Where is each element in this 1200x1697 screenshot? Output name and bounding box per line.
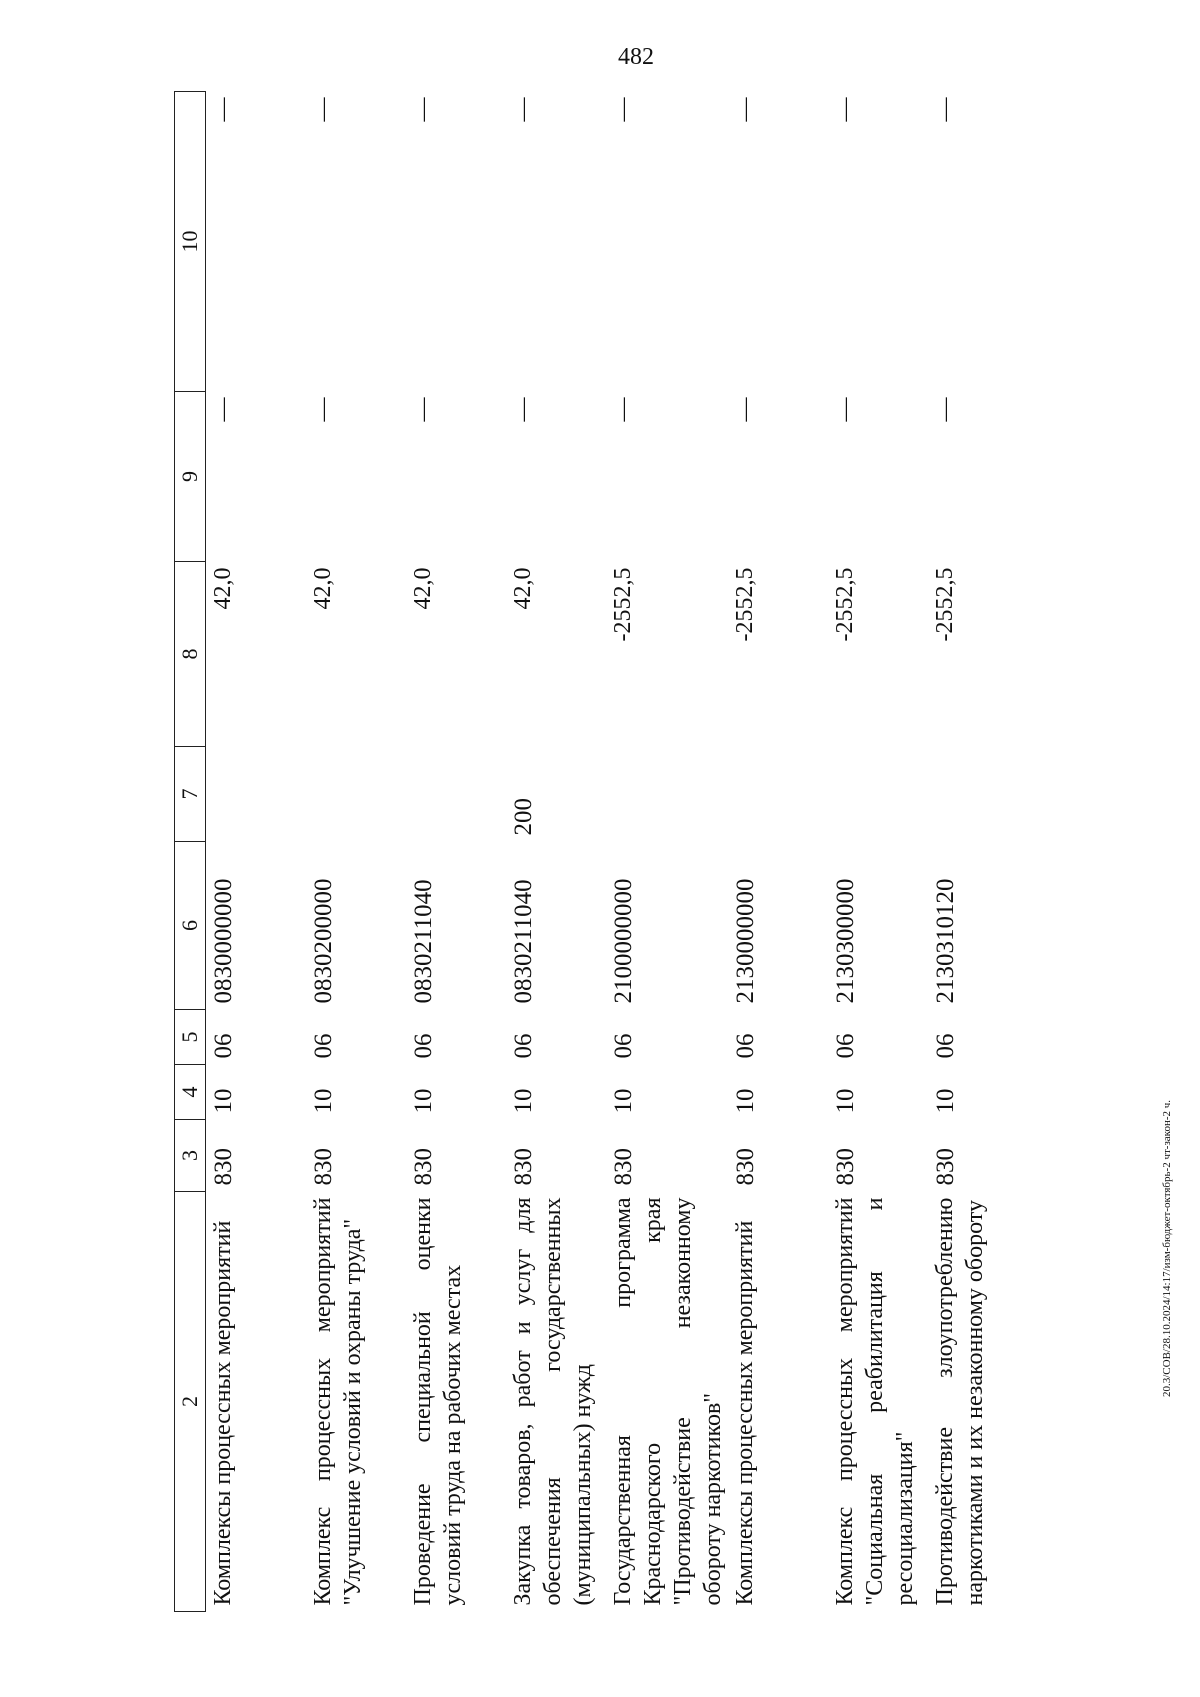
cell-c3: 830 — [932, 1148, 959, 1186]
cell-c3: 830 — [310, 1148, 337, 1186]
cell-c9: — — [610, 397, 636, 422]
cell-name: Закупка товаров, работ и услуг для обеспечения государственных (муниципальных) нужд — [510, 1197, 596, 1606]
table-row — [928, 92, 1028, 1612]
cell-c8: -2552,5 — [732, 567, 758, 642]
page-number: 482 — [618, 44, 654, 70]
cell-c4: 10 — [210, 1088, 237, 1114]
cell-c5: 06 — [210, 1033, 237, 1059]
table-row — [306, 92, 406, 1612]
cell-c9: — — [732, 397, 758, 422]
cell-c6: 0830211040 — [510, 879, 537, 1004]
cell-c6: 2130300000 — [832, 878, 859, 1004]
table-row — [406, 92, 506, 1612]
cell-c6: 2130000000 — [732, 878, 759, 1004]
cell-c3: 830 — [410, 1148, 437, 1186]
cell-c7 — [406, 747, 506, 842]
cell-c4: 10 — [510, 1088, 537, 1114]
cell-c5: 06 — [510, 1033, 537, 1059]
cell-c8: 42,0 — [210, 567, 236, 610]
cell-c8: 42,0 — [310, 567, 336, 610]
table-row — [728, 92, 828, 1612]
rotated-table-wrapper — [174, 92, 1134, 1612]
cell-name: Государственная программа Краснодарского края "Противодействие незаконному обороту наркотиков" — [610, 1197, 726, 1606]
cell-c4: 10 — [410, 1088, 437, 1114]
cell-c5: 06 — [732, 1033, 759, 1059]
cell-c4: 10 — [732, 1088, 759, 1114]
cell-c9: — — [210, 397, 236, 422]
cell-c5: 06 — [932, 1033, 959, 1059]
cell-c6: 0830000000 — [210, 878, 237, 1004]
cell-c8: 42,0 — [410, 567, 436, 610]
cell-c4: 10 — [310, 1088, 337, 1114]
cell-c10: — — [310, 97, 336, 122]
cell-c7 — [606, 747, 728, 842]
cell-c7 — [828, 747, 928, 842]
header-col-3: 3 — [175, 1120, 206, 1192]
cell-name: Комплекс процессных мероприятий "Социальная реабилитация и ресоциализация" — [832, 1197, 918, 1606]
cell-c9: — — [932, 397, 958, 422]
cell-name: Противодействие злоупотреблению наркотиками и их незаконному обороту — [932, 1197, 988, 1606]
cell-c8: -2552,5 — [610, 567, 636, 642]
cell-name: Комплексы процессных мероприятий — [210, 1220, 236, 1606]
header-col-9: 9 — [175, 392, 206, 562]
cell-c9: — — [310, 397, 336, 422]
header-row — [175, 92, 206, 1612]
header-col-7: 7 — [175, 747, 206, 842]
cell-c10: — — [510, 97, 536, 122]
table-header — [175, 92, 206, 1612]
table-row — [206, 92, 307, 1612]
cell-name: Комплекс процессных мероприятий "Улучшение условий и охраны труда" — [310, 1197, 366, 1606]
side-note — [1161, 1099, 1173, 1407]
table-row — [606, 92, 728, 1612]
cell-name: Проведение специальной оценки условий труда на рабочих местах — [410, 1197, 466, 1606]
cell-c3: 830 — [610, 1148, 637, 1186]
header-col-10: 10 — [175, 92, 206, 392]
cell-c3: 830 — [732, 1148, 759, 1186]
cell-c7 — [306, 747, 406, 842]
header-col-4: 4 — [175, 1065, 206, 1120]
cell-c7 — [928, 747, 1028, 842]
budget-table — [174, 91, 1028, 1612]
cell-c4: 10 — [832, 1088, 859, 1114]
cell-c9: — — [510, 397, 536, 422]
header-col-5: 5 — [175, 1010, 206, 1065]
cell-c10: — — [410, 97, 436, 122]
cell-c6: 0830211040 — [410, 879, 437, 1004]
cell-c10: — — [732, 97, 758, 122]
cell-c9: — — [832, 397, 858, 422]
cell-c3: 830 — [510, 1148, 537, 1186]
cell-c7 — [728, 747, 828, 842]
header-col-8: 8 — [175, 562, 206, 747]
cell-c6: 2130310120 — [932, 878, 959, 1004]
cell-c10: — — [932, 97, 958, 122]
cell-c10: — — [832, 97, 858, 122]
cell-c3: 830 — [210, 1148, 237, 1186]
cell-c5: 06 — [310, 1033, 337, 1059]
cell-c9: — — [410, 397, 436, 422]
cell-c6: 0830200000 — [310, 878, 337, 1004]
cell-c7: 200 — [510, 798, 537, 836]
cell-c7 — [206, 747, 307, 842]
table-body — [206, 92, 1029, 1612]
cell-c5: 06 — [410, 1033, 437, 1059]
cell-c6: 2100000000 — [610, 878, 637, 1004]
cell-c8: -2552,5 — [932, 567, 958, 642]
cell-name: Комплексы процессных мероприятий — [732, 1220, 758, 1606]
cell-c4: 10 — [932, 1088, 959, 1114]
cell-c5: 06 — [610, 1033, 637, 1059]
cell-c4: 10 — [610, 1088, 637, 1114]
cell-c5: 06 — [832, 1033, 859, 1059]
cell-c10: — — [210, 97, 236, 122]
cell-c8: -2552,5 — [832, 567, 858, 642]
cell-c3: 830 — [832, 1148, 859, 1186]
header-col-6: 6 — [175, 842, 206, 1010]
table-row — [506, 92, 606, 1612]
header-col-2: 2 — [175, 1192, 206, 1612]
table-row — [828, 92, 928, 1612]
side-note-text: 20.3/СОВ/28.10.2024/14:17/изм-бюджет-октябрь-2 чт-закон-2 ч. — [1161, 1099, 1173, 1397]
cell-c10: — — [610, 97, 636, 122]
cell-c8: 42,0 — [510, 567, 536, 610]
